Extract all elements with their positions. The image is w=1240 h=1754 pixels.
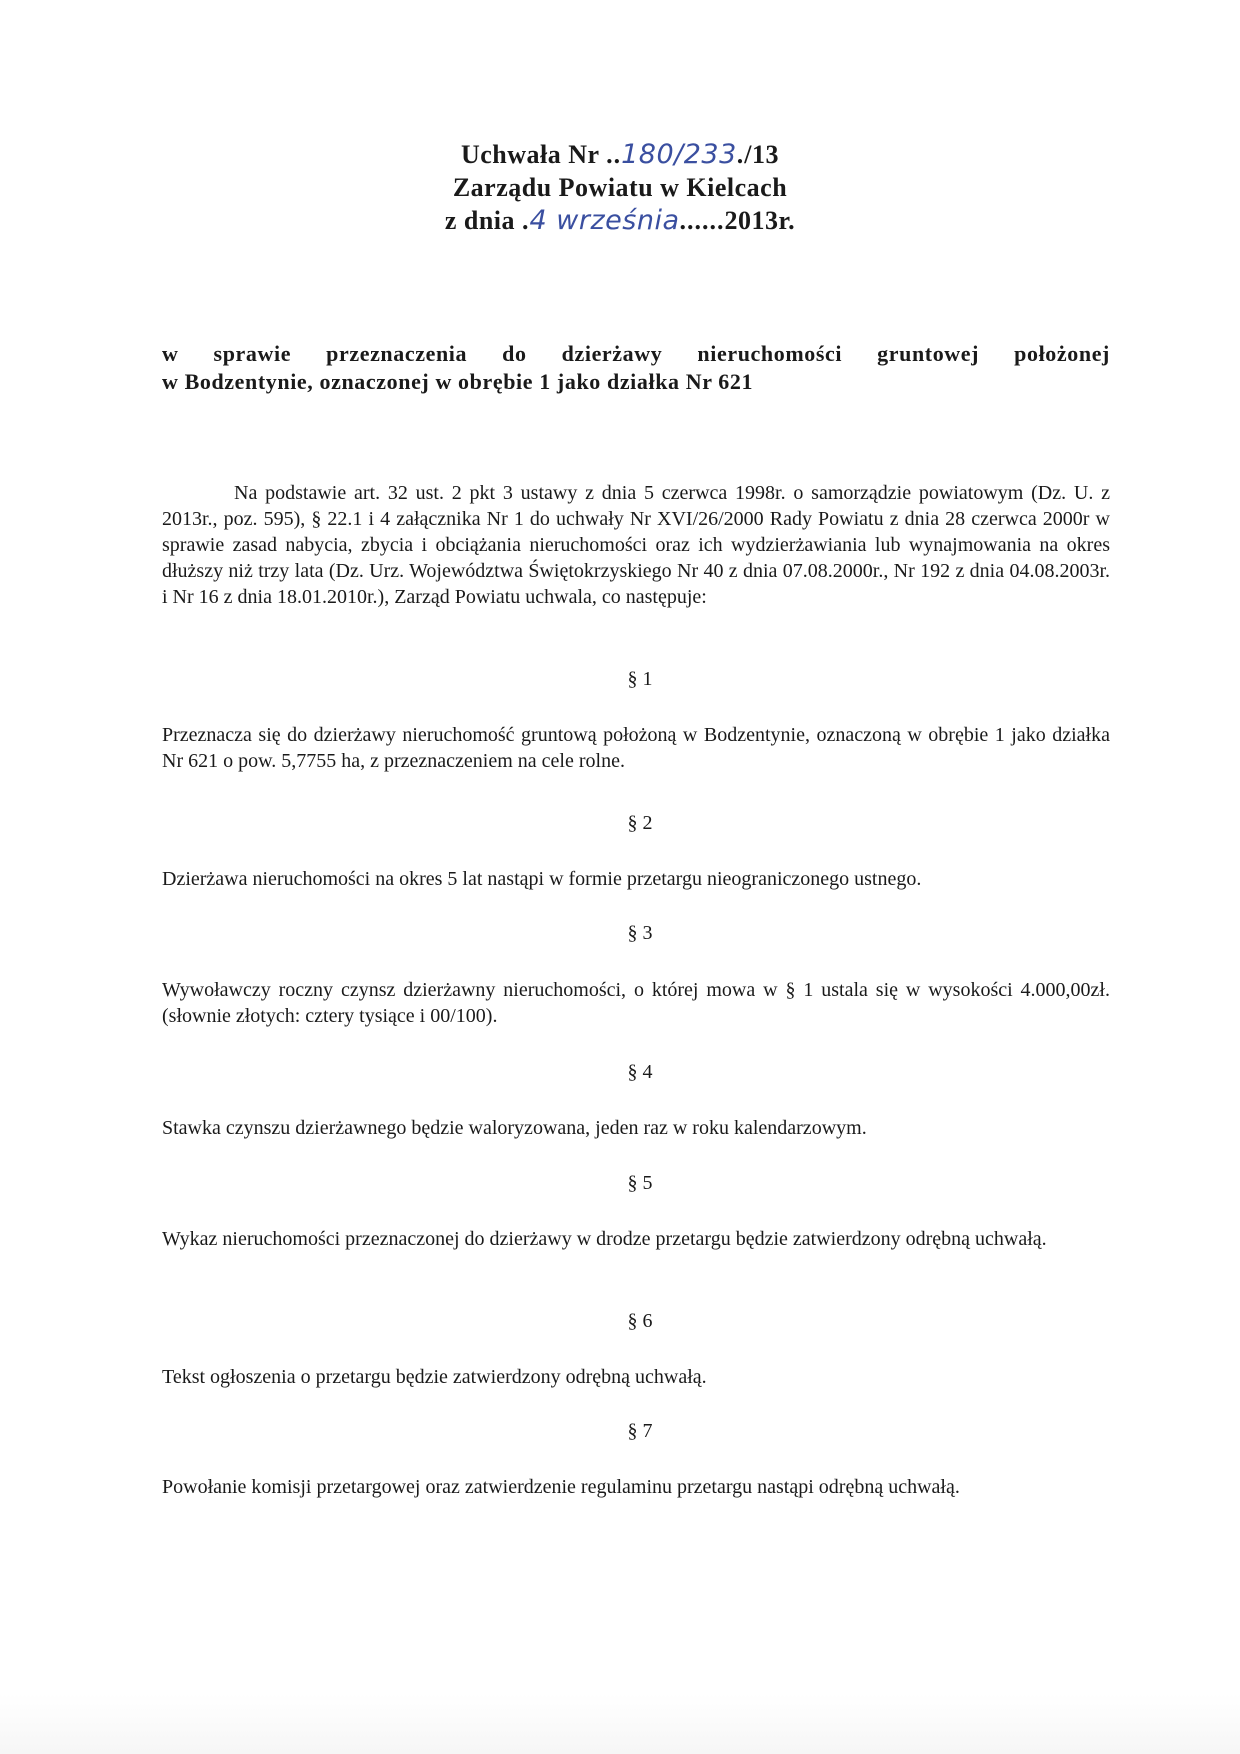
- section-sign-3: § 3: [627, 922, 653, 944]
- subject-line-1: w sprawie przeznaczenia do dzierżawy nieruchomości gruntowej położonej: [162, 341, 1110, 366]
- resolution-date-dots: .: [522, 206, 530, 235]
- section-text-7: Powołanie komisji przetargowej oraz zatwierdzenie regulaminu przetargu nastąpi odrębną uchwałą.: [162, 1476, 960, 1498]
- section-text-5: Wykaz nieruchomości przeznaczonej do dzierżawy w drodze przetargu będzie zatwierdzony odrębną uchwałą.: [162, 1228, 1047, 1250]
- handwritten-resolution-number: 180/233: [621, 139, 737, 170]
- section-sign-5: § 5: [627, 1172, 653, 1194]
- section-text-4: Stawka czynszu dzierżawnego będzie waloryzowana, jeden raz w roku kalendarzowym.: [162, 1117, 867, 1139]
- section-text-2: Dzierżawa nieruchomości na okres 5 lat nastąpi w formie przetargu nieograniczonego ustnego.: [162, 868, 922, 890]
- issuing-body: Zarządu Powiatu w Kielcach: [452, 173, 788, 202]
- section-sign-2: § 2: [627, 812, 653, 834]
- section-text-1: Przeznacza się do dzierżawy nieruchomość gruntową położoną w Bodzentynie, oznaczoną w obrębie 1 jako działka Nr 621 o pow. 5,7755 ha, z przeznaczeniem na cele rolne.: [162, 724, 1110, 772]
- section-text-6: Tekst ogłoszenia o przetargu będzie zatwierdzony odrębną uchwałą.: [162, 1366, 707, 1388]
- section-sign-7: § 7: [627, 1420, 653, 1442]
- scan-bottom-margin: [0, 1694, 1240, 1754]
- resolution-date-prefix: z dnia: [444, 206, 523, 235]
- handwritten-resolution-date: 4 września: [529, 205, 680, 236]
- legal-basis-text: Na podstawie art. 32 ust. 2 pkt 3 ustawy z dnia 5 czerwca 1998r. o samorządzie powiatowym (Dz. U. z 2013r., poz. 595), § 22.1 i 4 załącznika Nr 1 do uchwały Nr XVI/26/2000 Rady Powiatu z dnia 28 czerwca 2000r w sprawie zasad nabycia, zbycia i obciążania nieruchomości oraz ich wydzierżawiania lub wynajmowania na okres dłuższy niż trzy lata (Dz. Urz. Województwa Świętokrzyskiego Nr 40 z dnia 07.08.2000r., Nr 192 z dnia 04.08.2003r. i Nr 16 z dnia 18.01.2010r.), Zarząd Powiatu uchwala, co następuje:: [162, 482, 1110, 608]
- resolution-subject: [162, 340, 1110, 396]
- resolution-header: [0, 138, 1240, 237]
- subject-line-2: w Bodzentynie, oznaczonej w obrębie 1 jako działka Nr 621: [162, 369, 754, 394]
- resolution-date-line: [0, 204, 1240, 237]
- resolution-number-dots: ..: [606, 140, 622, 169]
- section-sign-6: § 6: [627, 1310, 653, 1332]
- resolution-number-prefix: Uchwała Nr: [460, 140, 607, 169]
- section-sign-1: § 1: [627, 668, 653, 690]
- section-sign-4: § 4: [627, 1061, 653, 1083]
- resolution-date-year: 2013r.: [724, 206, 796, 235]
- section-text-3: Wywoławczy roczny czynsz dzierżawny nieruchomości, o której mowa w § 1 ustala się w wysokości 4.000,00zł. (słownie złotych: cztery tysiące i 00/100).: [162, 979, 1110, 1027]
- resolution-date-dots-after: ......: [679, 206, 725, 235]
- legal-basis-paragraph: [162, 480, 1110, 610]
- resolution-number-dots-after: .: [736, 140, 745, 169]
- resolution-number-line: [0, 138, 1240, 171]
- resolution-number-year: /13: [744, 140, 780, 169]
